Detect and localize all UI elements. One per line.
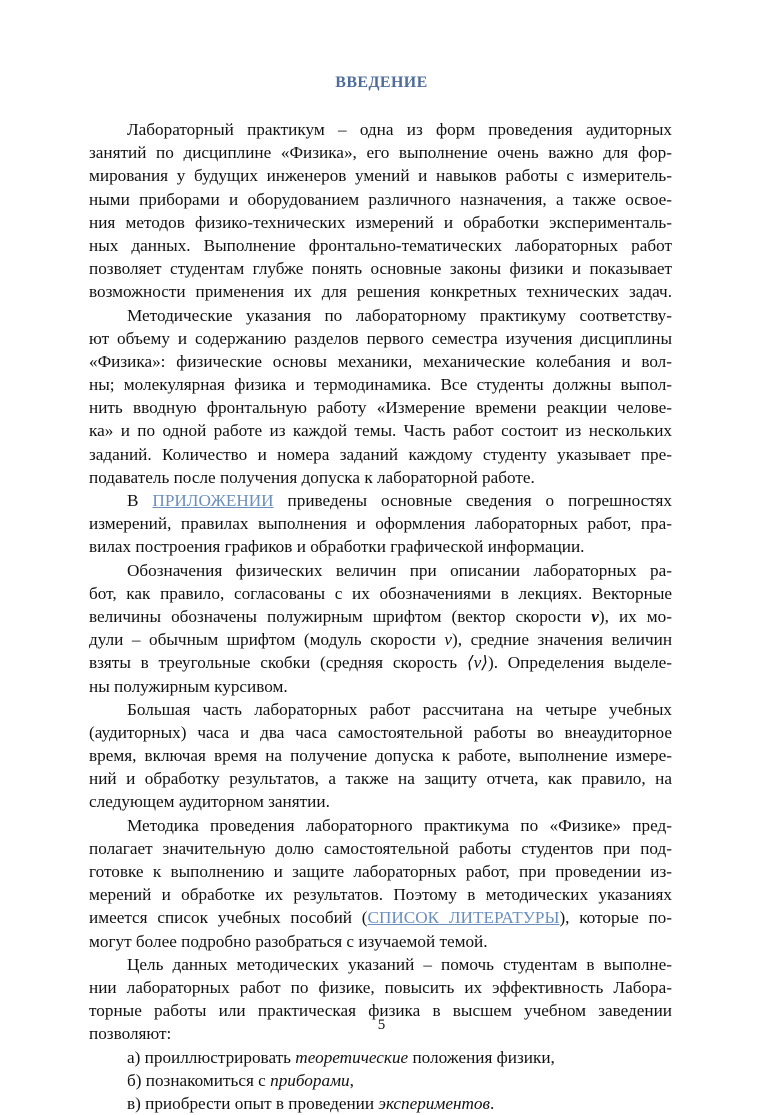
text-line: Большая часть лабораторных работ рассчитана на четыре учебных [127, 699, 672, 719]
text-line: мерений и обработке их результатов. Поэтому в методических указаниях [89, 885, 672, 905]
text-fragment: ), которые по- [559, 908, 672, 928]
text-fragment: приведены основные сведения о погрешностях [287, 491, 672, 510]
text-line: ний и обработку результатов, а также на защиту отчета, как правило, на [89, 769, 672, 789]
appendix-link[interactable]: ПРИЛОЖЕНИИ [152, 491, 274, 510]
list-item-text: , [349, 1070, 354, 1090]
text-line: бот, как правило, согласованы с их обозначениями в лекциях. Векторные [89, 583, 672, 603]
text-fragment: дули – обычным шрифтом (модуль скорости [89, 630, 436, 650]
text-line [89, 651, 672, 674]
text-fragment: В [127, 491, 139, 510]
text-line: ны; молекулярная физика и термодинамика. Все студенты должны выпол- [89, 375, 672, 395]
text-line: Лабораторный практикум – одна из форм проведения аудиторных [127, 120, 672, 139]
list-item-text: б) познакомиться с [127, 1070, 271, 1090]
text-line: «Физика»: физические основы механики, механические колебания и вол- [89, 351, 672, 371]
text-line: измерений, правилах выполнения и оформления лабораторных работ, пра- [89, 514, 672, 534]
text-line: ка» и по одной работе из каждой темы. Часть работ состоит из нескольких [89, 421, 672, 441]
text-line: могут более подробно разобраться с изучаемой темой. [89, 931, 488, 951]
list-item-text: в) приобрести опыт в проведении [127, 1093, 379, 1113]
page-title: ВВЕДЕНИЕ [335, 74, 428, 91]
text-line: мирования у будущих инженеров умений и навыков работы с измеритель- [89, 166, 672, 186]
list-item-text: . [489, 1093, 495, 1113]
velocity-modulus-symbol: v [444, 630, 452, 650]
text-line: (аудиторных) часа и два часа самостоятельной работы во внеаудиторное [89, 722, 672, 742]
references-link[interactable]: СПИСОК ЛИТЕРАТУРЫ [367, 908, 560, 928]
text-line: Обозначения физических величин при описании лабораторных ра- [127, 560, 672, 580]
text-line: полагает значительную долю самостоятельной работы студентов при под- [89, 838, 672, 858]
text-line: ны полужирным курсивом. [89, 676, 288, 696]
text-line: вилах построения графиков и обработки графической информации. [89, 537, 585, 557]
text-line: позволяет студентам глубже понять основные законы физики и показывает [89, 259, 672, 279]
text-line [89, 628, 672, 651]
text-line: подаватель после получения допуска к лабораторной работе. [89, 467, 535, 487]
text-line: ют объему и содержанию разделов первого семестра изучения дисциплины [89, 328, 672, 348]
text-fragment: ), их мо- [598, 606, 672, 626]
text-line: Методические указания по лабораторному практикуму соответству- [127, 305, 672, 325]
text-line: время, включая время на получение допуска к работе, выполнение измере- [89, 746, 672, 766]
text-line: нить вводную фронтальную работу «Измерение времени реакции челове- [89, 398, 672, 418]
vector-velocity-symbol: v [591, 606, 599, 626]
text-line [89, 605, 672, 628]
text-line: Методика проведения лабораторного практикума по «Физике» пред- [127, 815, 672, 835]
text-fragment: ). Определения выделе- [487, 653, 672, 673]
list-item-text: положения физики, [408, 1047, 555, 1067]
text-fragment: ), средние значения величин [452, 630, 672, 650]
text-fragment: взяты в треугольные скобки (средняя скорость [89, 653, 458, 673]
text-line: ными приборами и оборудованием различного назначения, а также освое- [89, 189, 672, 209]
text-line: ных данных. Выполнение фронтально-тематических лабораторных работ [89, 235, 672, 255]
list-item [89, 1046, 672, 1069]
text-line [89, 906, 672, 929]
text-line: Цель данных методических указаний – помочь студентам в выполне- [127, 954, 672, 974]
list-item-text: а) проиллюстрировать [127, 1047, 296, 1067]
list-item [89, 1092, 672, 1115]
list-item-emphasis: приборами [270, 1070, 350, 1090]
body-text [89, 118, 672, 1115]
text-fragment: имеется список учебных пособий ( [89, 908, 368, 928]
text-line: возможности применения их для решения конкретных технических задач. [89, 282, 672, 302]
text-line: следующем аудиторном занятии. [89, 792, 330, 812]
text-line: ния методов физико-технических измерений и обработки эксперименталь- [89, 212, 672, 232]
text-line: торные работы или практическая физика в высшем учебном заведении [89, 1001, 672, 1021]
text-line: заданий. Количество и номера заданий каждому студенту указывает пре- [89, 444, 672, 464]
text-fragment: величины обозначены полужирным шрифтом (вектор скорости [89, 606, 582, 626]
text-line: занятий по дисциплине «Физика», его выполнение очень важно для фор- [89, 143, 672, 163]
list-item-emphasis: теоретические [295, 1047, 409, 1067]
list-item-emphasis: экспериментов [378, 1093, 490, 1113]
list-item [89, 1069, 672, 1092]
text-line: нии лабораторных работ по физике, повысить их эффективность Лабора- [89, 977, 672, 997]
text-line: позволяют: [89, 1024, 172, 1044]
page-number: 5 [377, 1017, 386, 1033]
mean-velocity-symbol: ⟨v⟩ [466, 653, 488, 673]
text-line [89, 489, 672, 512]
text-line: готовке к выполнению и защите лабораторных работ, при проведении из- [89, 862, 672, 881]
